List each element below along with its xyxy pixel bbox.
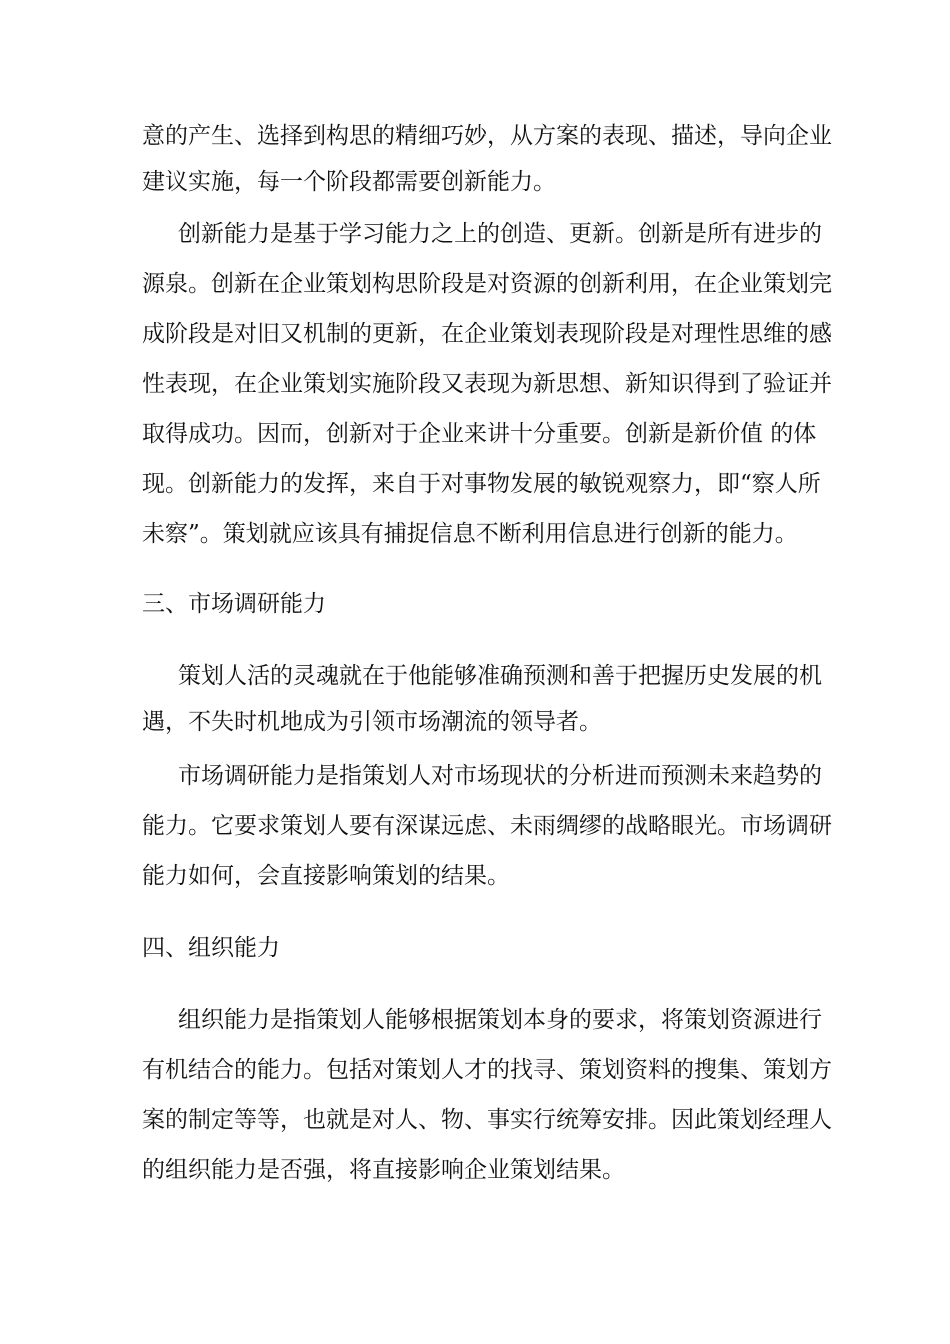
paragraph-line: 市场调研能力是指策划人对市场现状的分析进而预测未来趋势的 (178, 763, 822, 789)
section-heading-organization: 四、组织能力 (142, 935, 280, 961)
paragraph-line: 未察”。策划就应该具有捕捉信息不断利用信息进行创新的能力。 (142, 521, 798, 547)
paragraph-line: 源泉。创新在企业策划构思阶段是对资源的创新利用，在企业策划完 (142, 271, 832, 297)
paragraph-line: 策划人活的灵魂就在于他能够准确预测和善于把握历史发展的机 (178, 663, 822, 689)
paragraph-line: 能力。它要求策划人要有深谋远虑、未雨绸缪的战略眼光。市场调研 (142, 813, 832, 839)
paragraph-line: 现。创新能力的发挥，来自于对事物发展的敏锐观察力，即“察人所 (142, 471, 821, 497)
paragraph-line: 的组织能力是否强，将直接影响企业策划结果。 (142, 1157, 625, 1183)
paragraph-line: 能力如何，会直接影响策划的结果。 (142, 863, 510, 889)
paragraph-line: 取得成功。因而，创新对于企业来讲十分重要。创新是新价值 的体 (142, 421, 817, 447)
section-heading-market-research: 三、市场调研能力 (142, 591, 326, 617)
paragraph-line: 成阶段是对旧又机制的更新，在企业策划表现阶段是对理性思维的感 (142, 321, 832, 347)
paragraph-line: 建议实施，每一个阶段都需要创新能力。 (142, 169, 556, 195)
paragraph-line: 案的制定等等，也就是对人、物、事实行统筹安排。因此策划经理人 (142, 1107, 832, 1133)
paragraph-line: 创新能力是基于学习能力之上的创造、更新。创新是所有进步的 (178, 221, 822, 247)
paragraph-line: 遇，不失时机地成为引领市场潮流的领导者。 (142, 709, 602, 735)
paragraph-line: 有机结合的能力。包括对策划人才的找寻、策划资料的搜集、策划方 (142, 1057, 832, 1083)
paragraph-line: 性表现，在企业策划实施阶段又表现为新思想、新知识得到了验证并 (142, 371, 832, 397)
paragraph-line: 意的产生、选择到构思的精细巧妙，从方案的表现、描述，导向企业 (142, 123, 832, 149)
paragraph-line: 组织能力是指策划人能够根据策划本身的要求，将策划资源进行 (178, 1007, 822, 1033)
